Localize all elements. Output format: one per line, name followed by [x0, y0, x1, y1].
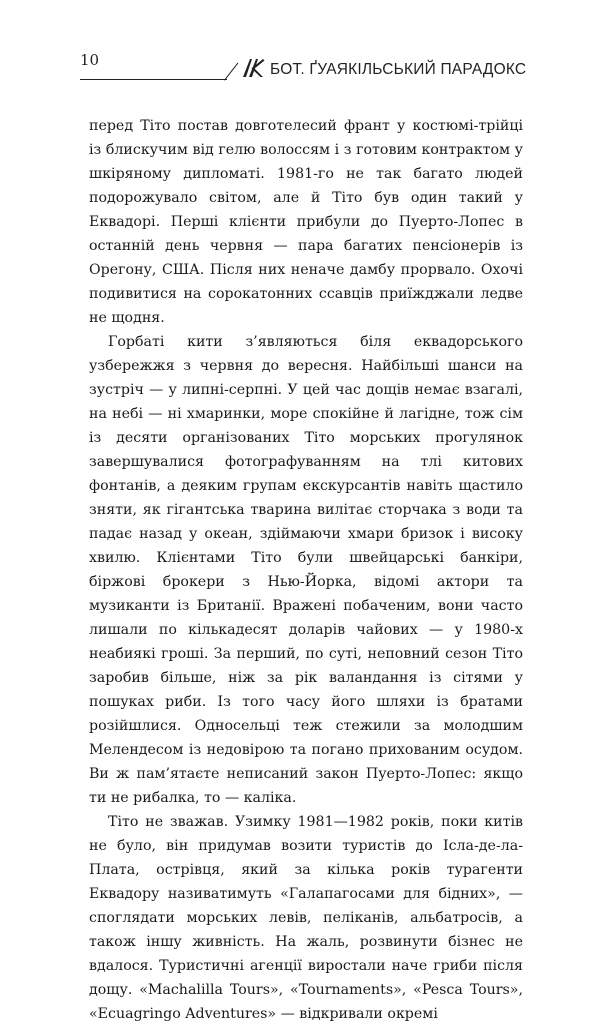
page-header [0, 0, 600, 100]
page-number: 10 [80, 51, 100, 69]
running-title: БОТ. ҐУАЯКІЛЬСЬКИЙ ПАРАДОКС [270, 61, 527, 78]
header-rule [80, 79, 227, 80]
paragraph: Тіто не зважав. Узимку 1981—1982 років, поки китів не було, він придумав возити туристів до Ісла-де-ла-Плата, острівця, який за кілька років турагенти Еквадору називатимуть «Галапагосами для бідних», — споглядати морських левів, пеліканів, альбатросів, а також іншу живність. На жаль, розвинути бізнес не вдалося. Туристичні агенції виростали наче гриби після дощу. «Machalilla Tours», «Tournaments», «Pesca Tours», «Ecuagringo Adventures» — відкривали окремі [89, 814, 523, 1022]
header-rule-slant [224, 63, 238, 81]
book-publisher-logo-icon [241, 57, 265, 79]
paragraph: Горбаті кити з’являються біля еквадорського узбережжя з червня до вересня. Найбільші шанси на зустріч — у липні-серпні. У цей час дощів немає взагалі, на небі — ні хмаринки, море спокійне й лагідне, тож сім із десяти організованих Тіто морських прогулянок завершувалися фотографуванням на тлі китових фонтанів, а деяким групам екскурсантів навіть щастило зняти, як гігантська тварина вилітає сторчака з води та падає назад у океан, здіймаючи хмари бризок і високу хвилю. Клієнтами Тіто були швейцарські банкіри, біржові брокери з Нью-Йорка, відомі актори та музиканти із Британії. Вражені побаченим, вони часто лишали по кількадесят доларів чайових — у 1980-х неабиякі гроші. За перший, по суті, неповний сезон Тіто заробив більше, ніж за рік валандання із сітями у пошуках риби. Із того часу його шляхи із братами розійшлися. Односельці теж стежили за молодшим Мелендесом із недовірою та погано прихованим осудом. Ви ж пам’ятаєте неписаний закон Пуерто-Лопес: якщо ти не рибалка, то — каліка. [89, 334, 523, 806]
paragraph: перед Тіто постав довготелесий франт у костюмі-трійці із блискучим від гелю волоссям і з готовим контрактом у шкіряному дипломаті. 1981-го не так багато людей подорожувало світом, але й Тіто був один такий у Еквадорі. Перші клієнти прибули до Пуерто-Лопес в останній день червня — пара багатих пенсіонерів із Орегону, США. Після них неначе дамбу прорвало. Охочі подивитися на сорокатонних ссавців приїжджали ледве не щодня. [89, 118, 523, 326]
body-text [89, 114, 523, 1026]
